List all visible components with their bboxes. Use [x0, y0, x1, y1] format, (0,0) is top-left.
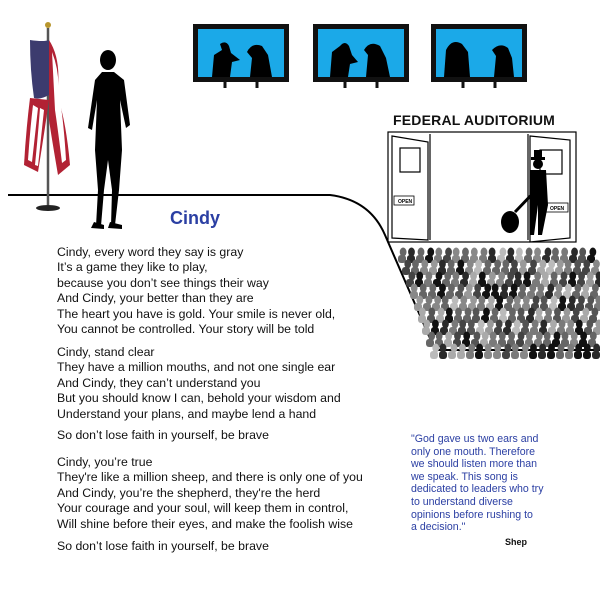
- crowd-person-body: [398, 255, 406, 263]
- quote-line: dedicated to leaders who try: [411, 483, 544, 496]
- crowd-person-body: [565, 351, 573, 359]
- lyric-line: Cindy, you’re true: [57, 455, 153, 469]
- quote-line: a decision.": [411, 521, 466, 534]
- performer-name-title: Cindy: [170, 208, 221, 228]
- crowd-person-body: [547, 351, 555, 359]
- stanza-1: [57, 245, 335, 337]
- crowd-person-body: [574, 351, 582, 359]
- auditorium-doors: [388, 132, 576, 242]
- dedication-quote: [411, 433, 551, 534]
- quote-line: opinions before rushing to: [411, 508, 533, 521]
- crowd-person-body: [493, 351, 501, 359]
- tv-screen-icon: [193, 24, 289, 88]
- crowd-person-body: [475, 351, 483, 359]
- signature: Shep: [505, 537, 528, 547]
- crowd-person-body: [556, 351, 564, 359]
- lyric-line: It’s a game they like to play,: [57, 260, 208, 275]
- door-sign-right-text: OPEN: [550, 206, 565, 212]
- tv-screen-icon: [313, 24, 409, 88]
- quote-line: we speak. This song is: [411, 470, 518, 483]
- crowd-person-body: [466, 351, 474, 359]
- quote-line: only one mouth. Therefore: [411, 445, 536, 458]
- stanza-3: [57, 455, 363, 532]
- lyric-line: But you should know I can, behold your wisdom and: [57, 391, 341, 406]
- auditorium-label: FEDERAL AUDITORIUM: [393, 112, 556, 128]
- crowd-person-body: [430, 351, 438, 359]
- crowd-person-body: [448, 351, 456, 359]
- crowd-person-body: [402, 267, 410, 275]
- lyric-line: Understand your plans, and maybe lend a hand: [57, 406, 317, 421]
- quote-line: we should listen more than: [411, 458, 538, 471]
- crowd-person-body: [457, 351, 465, 359]
- lyric-line: And Cindy, they can’t understand you: [57, 375, 261, 390]
- tv-screen-icon: [431, 24, 527, 88]
- crowd-person-body: [484, 351, 492, 359]
- crowd-person-body: [529, 351, 537, 359]
- us-flag-icon: [24, 22, 70, 211]
- crowd-icon: [398, 248, 600, 360]
- lyric-line: Will shine before their eyes, and make the foolish wise: [57, 516, 353, 531]
- crowd-person-body: [439, 351, 447, 359]
- stanza-2: [57, 345, 341, 422]
- refrain-2: [57, 539, 269, 554]
- lyric-line: Your courage and your soul, will keep them in control,: [57, 501, 349, 516]
- lyric-line: because you don’t see things their way: [57, 275, 269, 290]
- lyric-line: They have a million mouths, and not one single ear: [57, 360, 336, 375]
- door-sign-left: [394, 196, 414, 205]
- crowd-person-body: [410, 291, 418, 299]
- woman-silhouette-icon: [88, 50, 130, 229]
- crowd-person-body: [511, 351, 519, 359]
- lyric-line: And Cindy, you’re the shepherd, they're the herd: [57, 485, 321, 500]
- quote-line: to understand diverse: [411, 495, 513, 508]
- lyric-line: You cannot be controlled. Your story will be told: [57, 322, 315, 337]
- lyric-line: Cindy, stand clear: [57, 345, 155, 359]
- lyric-line: Cindy, every word they say is gray: [57, 245, 244, 259]
- quote-line: "God gave us two ears and: [411, 433, 539, 445]
- crowd-person-body: [592, 351, 600, 359]
- lyric-line: And Cindy, your better than they are: [57, 291, 254, 306]
- crowd-person-body: [538, 351, 546, 359]
- lyric-line: They're like a million sheep, and there is only one of you: [57, 470, 363, 485]
- guitarist-silhouette-icon: [501, 150, 548, 235]
- door-sign-left-text: OPEN: [398, 199, 413, 205]
- lyric-line: The heart you have is gold. Your smile is never old,: [57, 306, 336, 321]
- lyric-line: So don’t lose faith in yourself, be brave: [57, 539, 269, 553]
- refrain-1: [57, 428, 269, 443]
- door-sign-right: [546, 203, 568, 212]
- crowd-person-body: [520, 351, 528, 359]
- crowd-person-body: [502, 351, 510, 359]
- lyric-line: So don’t lose faith in yourself, be brave: [57, 428, 269, 442]
- crowd-person-body: [583, 351, 591, 359]
